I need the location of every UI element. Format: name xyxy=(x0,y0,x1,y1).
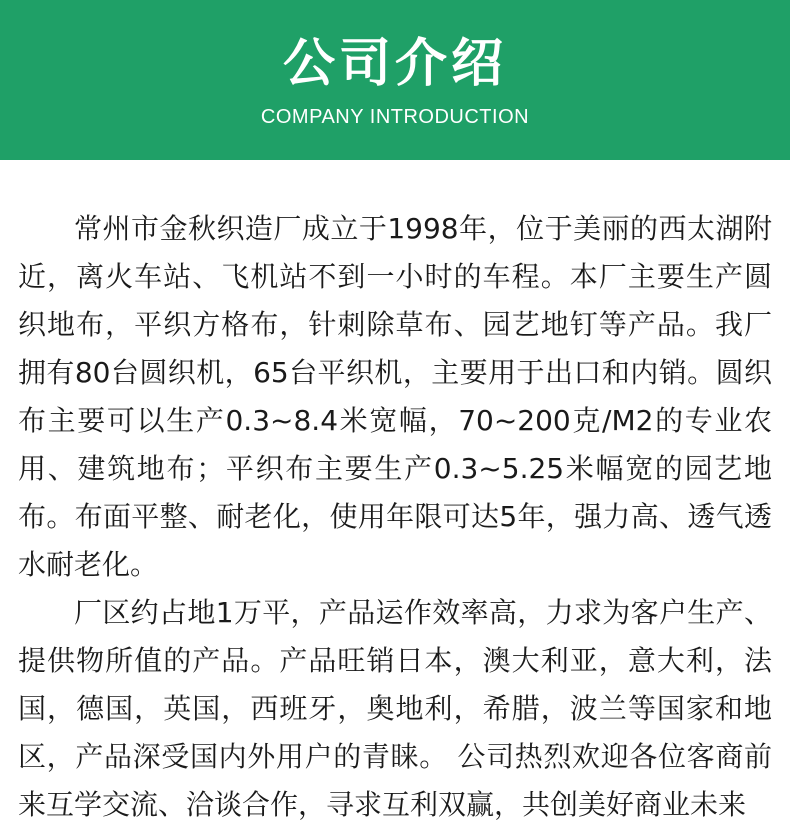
intro-paragraph-2: 厂区约占地1万平，产品运作效率高，力求为客户生产、提供物所值的产品。产品旺销日本，澳大利亚，意大利，法国，德国，英国，西班牙，奥地利，希腊，波兰等国家和地区，产品深受国内外用户的青睐。 公司热烈欢迎各位客商前来互学交流、洽谈合作，寻求互利双赢，共创美好商业未来 xyxy=(18,596,772,821)
company-introduction-text xyxy=(18,205,772,829)
header-banner xyxy=(0,0,790,160)
intro-paragraph-1: 常州市金秋织造厂成立于1998年，位于美丽的西太湖附近，离火车站、飞机站不到一小时的车程。本厂主要生产圆织地布，平织方格布，针刺除草布、园艺地钉等产品。我厂拥有80台圆织机，65台平织机，主要用于出口和内销。圆织布主要可以生产0.3~8.4米宽幅，70~200克/M2的专业农用、建筑地布；平织布主要生产0.3~5.25米幅宽的园艺地布。布面平整、耐老化，使用年限可达5年，强力高、透气透水耐老化。 xyxy=(18,212,772,581)
page-subtitle: COMPANY INTRODUCTION xyxy=(260,106,530,128)
page-title: 公司介绍 xyxy=(282,34,507,94)
